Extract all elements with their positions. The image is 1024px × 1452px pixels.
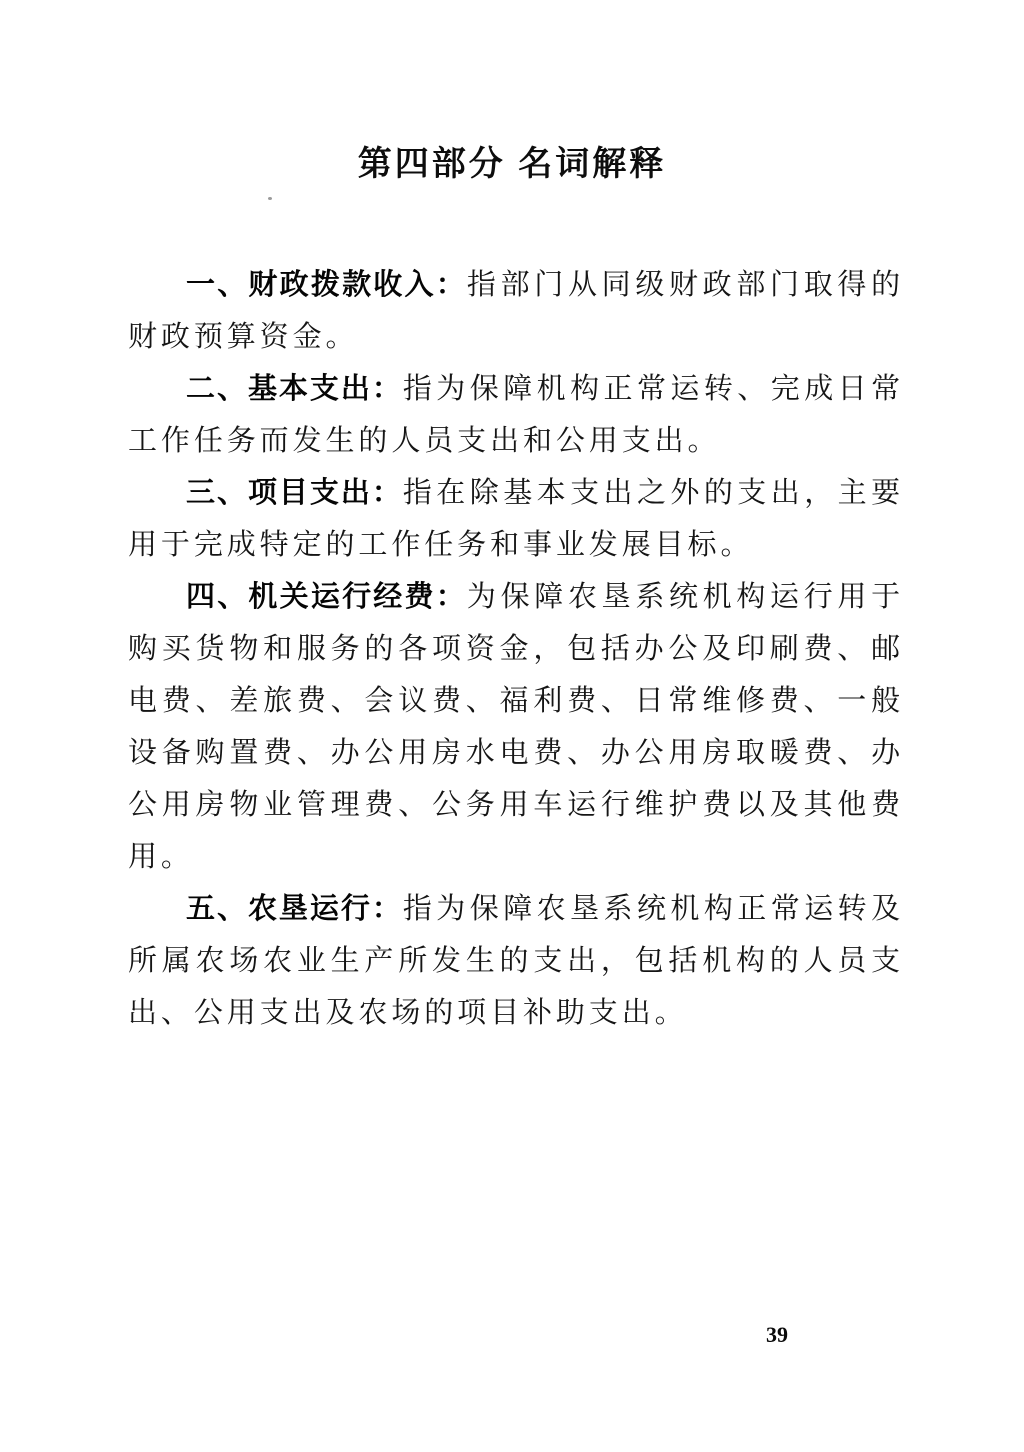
definition-paragraph xyxy=(128,467,904,571)
page-title: 第四部分 名词解释 xyxy=(357,145,667,183)
scan-artifact xyxy=(268,197,272,200)
term-definition: 指部门从同级财政部门取得的财政预算资金。 xyxy=(128,269,904,353)
term-definition: 指为保障农垦系统机构正常运转及所属农场农业生产所发生的支出，包括机构的人员支出、公用支出及农场的项目补助支出。 xyxy=(128,893,904,1029)
term-label: 二、基本支出： xyxy=(186,373,403,405)
page-number: 39 xyxy=(766,1322,788,1347)
term-label: 四、机关运行经费： xyxy=(186,581,467,613)
definition-paragraph xyxy=(128,883,904,1039)
definition-paragraph xyxy=(128,363,904,467)
definition-paragraph xyxy=(128,259,904,363)
term-label: 三、项目支出： xyxy=(186,477,403,509)
term-definition: 指为保障机构正常运转、完成日常工作任务而发生的人员支出和公用支出。 xyxy=(128,373,904,457)
term-label: 一、财政拨款收入： xyxy=(186,269,467,301)
term-label: 五、农垦运行： xyxy=(186,893,403,925)
term-definition: 为保障农垦系统机构运行用于购买货物和服务的各项资金，包括办公及印刷费、邮电费、差旅费、会议费、福利费、日常维修费、一般设备购置费、办公用房水电费、办公用房取暖费、办公用房物业管理费、公务用车运行维护费以及其他费用。 xyxy=(128,581,904,873)
term-definition: 指在除基本支出之外的支出，主要用于完成特定的工作任务和事业发展目标。 xyxy=(128,477,904,561)
definition-paragraph xyxy=(128,571,904,883)
document-body xyxy=(128,259,904,1039)
